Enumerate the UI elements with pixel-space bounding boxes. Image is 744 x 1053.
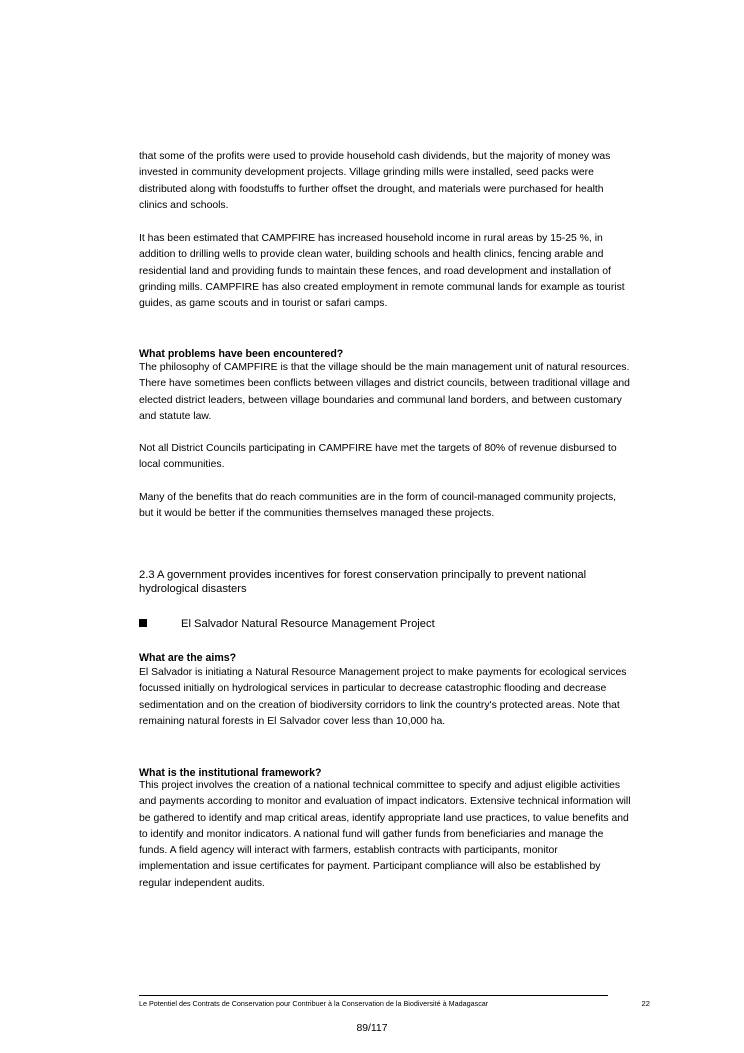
paragraph-aims: El Salvador is initiating a Natural Resource Management project to make payments for ecological services focussed initially on hydrological services in particular to decrease catastrophic flooding and decrease sedimentation and on the creation of biodiversity corridors to link the country's protected areas. Note that remaining natural forests in El Salvador cover less than 10,000 ha. (139, 667, 627, 727)
paragraph-framework: This project involves the creation of a national technical committee to specify and adjust eligible activities and payments according to monitor and evaluation of impact indicators. Extensive technical information will be gathered to identify and map critical areas, identify appropriate land use practices, to value benefits and to identify and monitor indicators. A national fund will gather funds from beneficiaries and manage the funds. A field agency will interact with farmers, establish contracts with participants, monitor implementation and issue certificates for payment. Participant compliance will also be established by regular independent audits. (139, 780, 631, 889)
bullet-item (139, 616, 619, 632)
heading-framework: What is the institutional framework? (139, 767, 322, 779)
paragraph-household-income: It has been estimated that CAMPFIRE has increased household income in rural areas by 15-25 %, in addition to drilling wells to provide clean water, building schools and health clinics, fencing arable and residential land and providing funds to maintain these fences, and road development and installation of grinding mills. CAMPFIRE has also created employment in remote communal lands for example as tourist guides, as game scouts and in tourist or safari camps. (139, 233, 625, 310)
heading-aims: What are the aims? (139, 652, 237, 664)
bullet-text: El Salvador Natural Resource Management Project (181, 618, 435, 630)
paragraph-district-councils: Not all District Councils participating in CAMPFIRE have met the targets of 80% of revenue disbursed to local communities. (139, 443, 617, 471)
paragraph-campfire-profits: that some of the profits were used to provide household cash dividends, but the majority of money was invested in community development projects. Village grinding mills were installed, seed packs were distributed along with foodstuffs to further offset the drought, and materials were purchased for health clinics and schools. (139, 151, 611, 211)
paragraph-philosophy: The philosophy of CAMPFIRE is that the village should be the main management unit of natural resources. There have sometimes been conflicts between villages and district councils, between traditional village and elected district leaders, between village boundaries and communal land borders, and between customary and statute law. (139, 362, 630, 422)
footer-page-number: 22 (641, 999, 650, 1008)
page-counter: 89/117 (356, 1023, 388, 1034)
section-title-2-3: 2.3 A government provides incentives for forest conservation principally to prevent national hydrological disasters (139, 569, 587, 595)
footer-title: Le Potentiel des Contrats de Conservation pour Contribuer à la Conservation de la Biodiversité à Madagascar (139, 999, 489, 1008)
heading-problems: What problems have been encountered? (139, 348, 344, 360)
paragraph-benefits: Many of the benefits that do reach communities are in the form of council-managed community projects, but it would be better if the communities themselves managed these projects. (139, 492, 617, 520)
footer-divider (139, 995, 608, 996)
square-bullet-icon (139, 619, 147, 627)
